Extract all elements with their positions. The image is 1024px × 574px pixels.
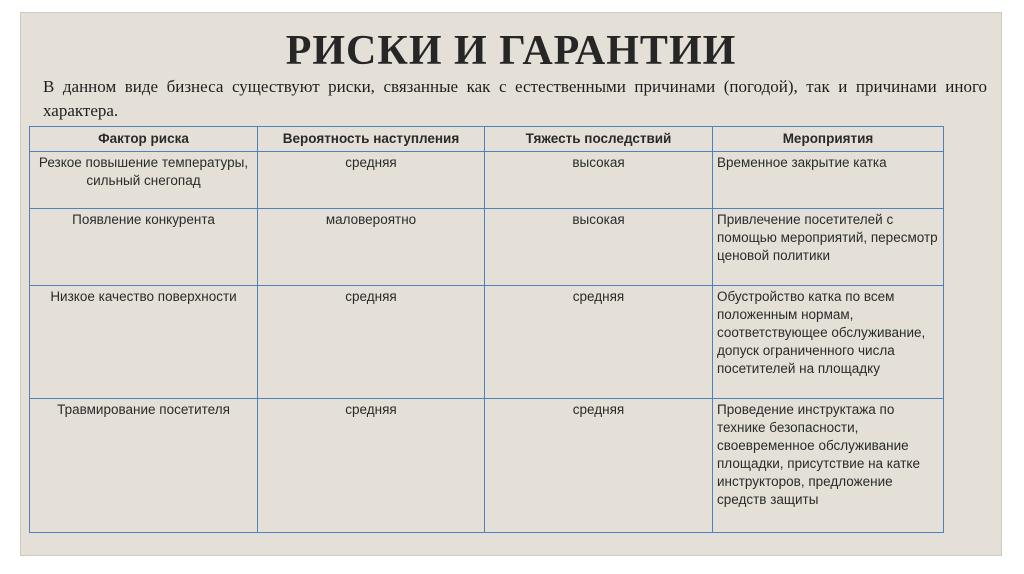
header-severity: Тяжесть последствий bbox=[485, 127, 713, 152]
table-header-row bbox=[30, 127, 944, 152]
risk-factor-cell: Появление конкурента bbox=[30, 209, 258, 286]
probability-cell: средняя bbox=[258, 286, 485, 399]
risk-factor-cell: Травмирование посетителя bbox=[30, 399, 258, 533]
risk-factor-cell: Резкое повышение температуры, сильный снегопад bbox=[30, 152, 258, 209]
measures-cell: Проведение инструктажа по технике безопасности, своевременное обслуживание площадки, присутствие на катке инструкторов, предложение средств защиты bbox=[713, 399, 944, 533]
risk-table bbox=[29, 126, 944, 533]
risk-factor-cell: Низкое качество поверхности bbox=[30, 286, 258, 399]
probability-cell: маловероятно bbox=[258, 209, 485, 286]
header-probability: Вероятность наступления bbox=[258, 127, 485, 152]
probability-cell: средняя bbox=[258, 152, 485, 209]
header-risk-factor: Фактор риска bbox=[30, 127, 258, 152]
table-row bbox=[30, 152, 944, 209]
severity-cell: высокая bbox=[485, 152, 713, 209]
severity-cell: высокая bbox=[485, 209, 713, 286]
table-row bbox=[30, 209, 944, 286]
slide-title: РИСКИ И ГАРАНТИИ bbox=[285, 28, 737, 74]
intro-paragraph: В данном виде бизнеса существуют риски, связанные как с естественными причинами (погодой), так и причинами иного характера. bbox=[43, 77, 987, 120]
severity-cell: средняя bbox=[485, 286, 713, 399]
measures-cell: Привлечение посетителей с помощью мероприятий, пересмотр ценовой политики bbox=[713, 209, 944, 286]
table-row bbox=[30, 399, 944, 533]
measures-cell: Обустройство катка по всем положенным нормам, соответствующее обслуживание, допуск ограниченного числа посетителей на площадку bbox=[713, 286, 944, 399]
probability-cell: средняя bbox=[258, 399, 485, 533]
measures-cell: Временное закрытие катка bbox=[713, 152, 944, 209]
severity-cell: средняя bbox=[485, 399, 713, 533]
header-measures: Мероприятия bbox=[713, 127, 944, 152]
table-row bbox=[30, 286, 944, 399]
